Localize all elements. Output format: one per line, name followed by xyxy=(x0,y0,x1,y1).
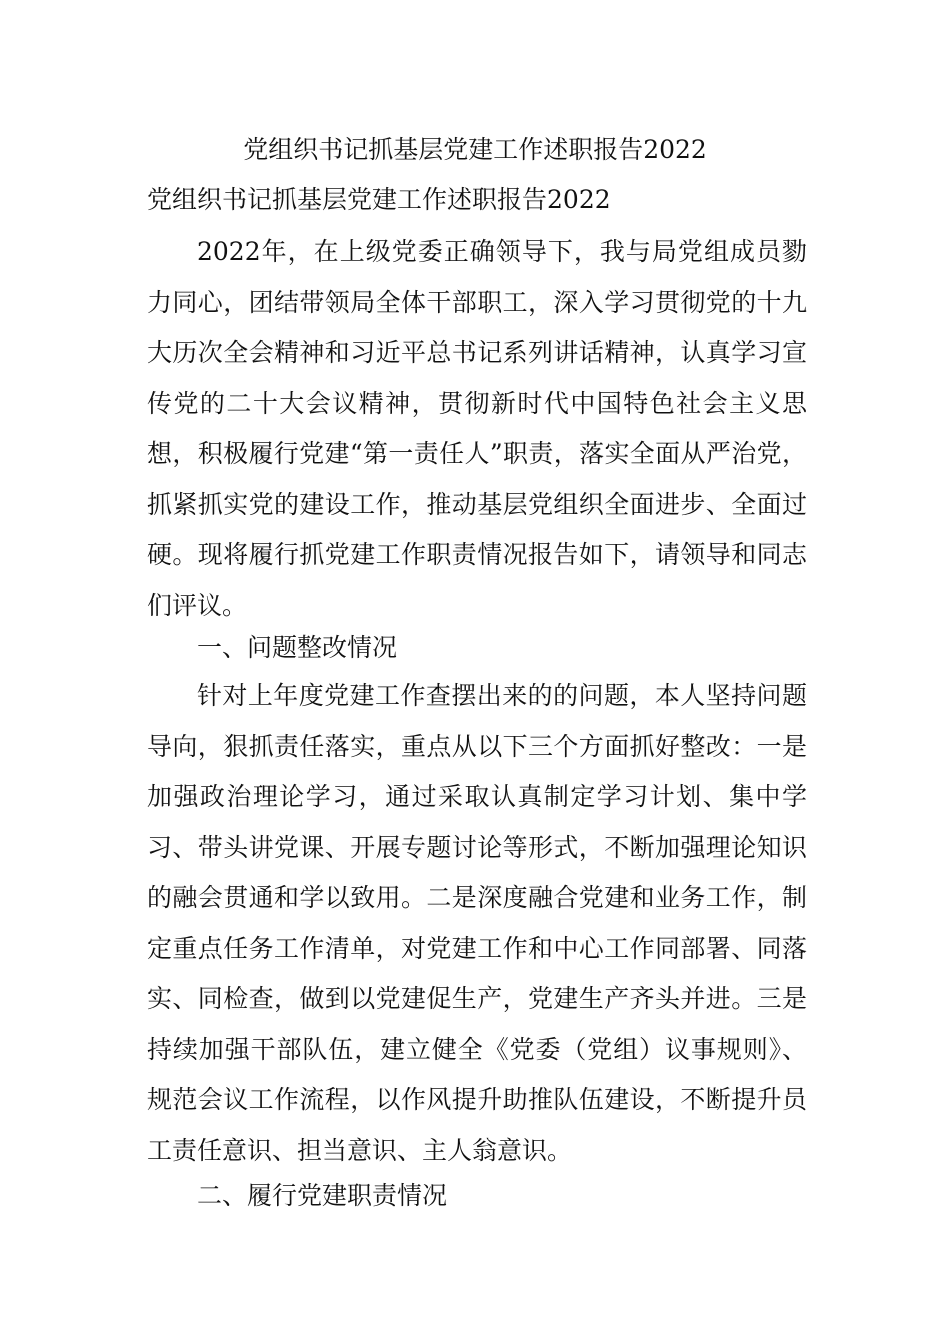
document-subtitle: 党组织书记抓基层党建工作述职报告2022 xyxy=(147,185,611,214)
section-heading-1: 一、问题整改情况 xyxy=(197,633,398,662)
paragraph-rectification: 针对上年度党建工作查摆出来的的问题，本人坚持问题导向，狠抓责任落实，重点从以下三个方面抓好整改：一是加强政治理论学习，通过采取认真制定学习计划、集中学习、带头讲党课、开展专题讨论等形式，不断加强理论知识的融会贯通和学以致用。二是深度融合党建和业务工作，制定重点任务工作清单，对党建工作和中心工作同部署、同落实、同检查，做到以党建促生产，党建生产齐头并进。三是持续加强干部队伍，建立健全《党委（党组）议事规则》、规范会议工作流程，以作风提升助推队伍建设，不断提升员工责任意识、担当意识、主人翁意识。 xyxy=(147,681,807,1165)
paragraph-intro: 2022年，在上级党委正确领导下，我与局党组成员勠力同心，团结带领局全体干部职工，深入学习贯彻党的十九大历次全会精神和习近平总书记系列讲话精神，认真学习宣传党的二十大会议精神，贯彻新时代中国特色社会主义思想，积极履行党建“第一责任人”职责，落实全面从严治党，抓紧抓实党的建设工作，推动基层党组织全面进步、全面过硬。现将履行抓党建工作职责情况报告如下，请领导和同志们评议。 xyxy=(147,237,807,620)
section-heading-2: 二、履行党建职责情况 xyxy=(197,1181,448,1210)
document-title: 党组织书记抓基层党建工作述职报告2022 xyxy=(243,135,707,164)
